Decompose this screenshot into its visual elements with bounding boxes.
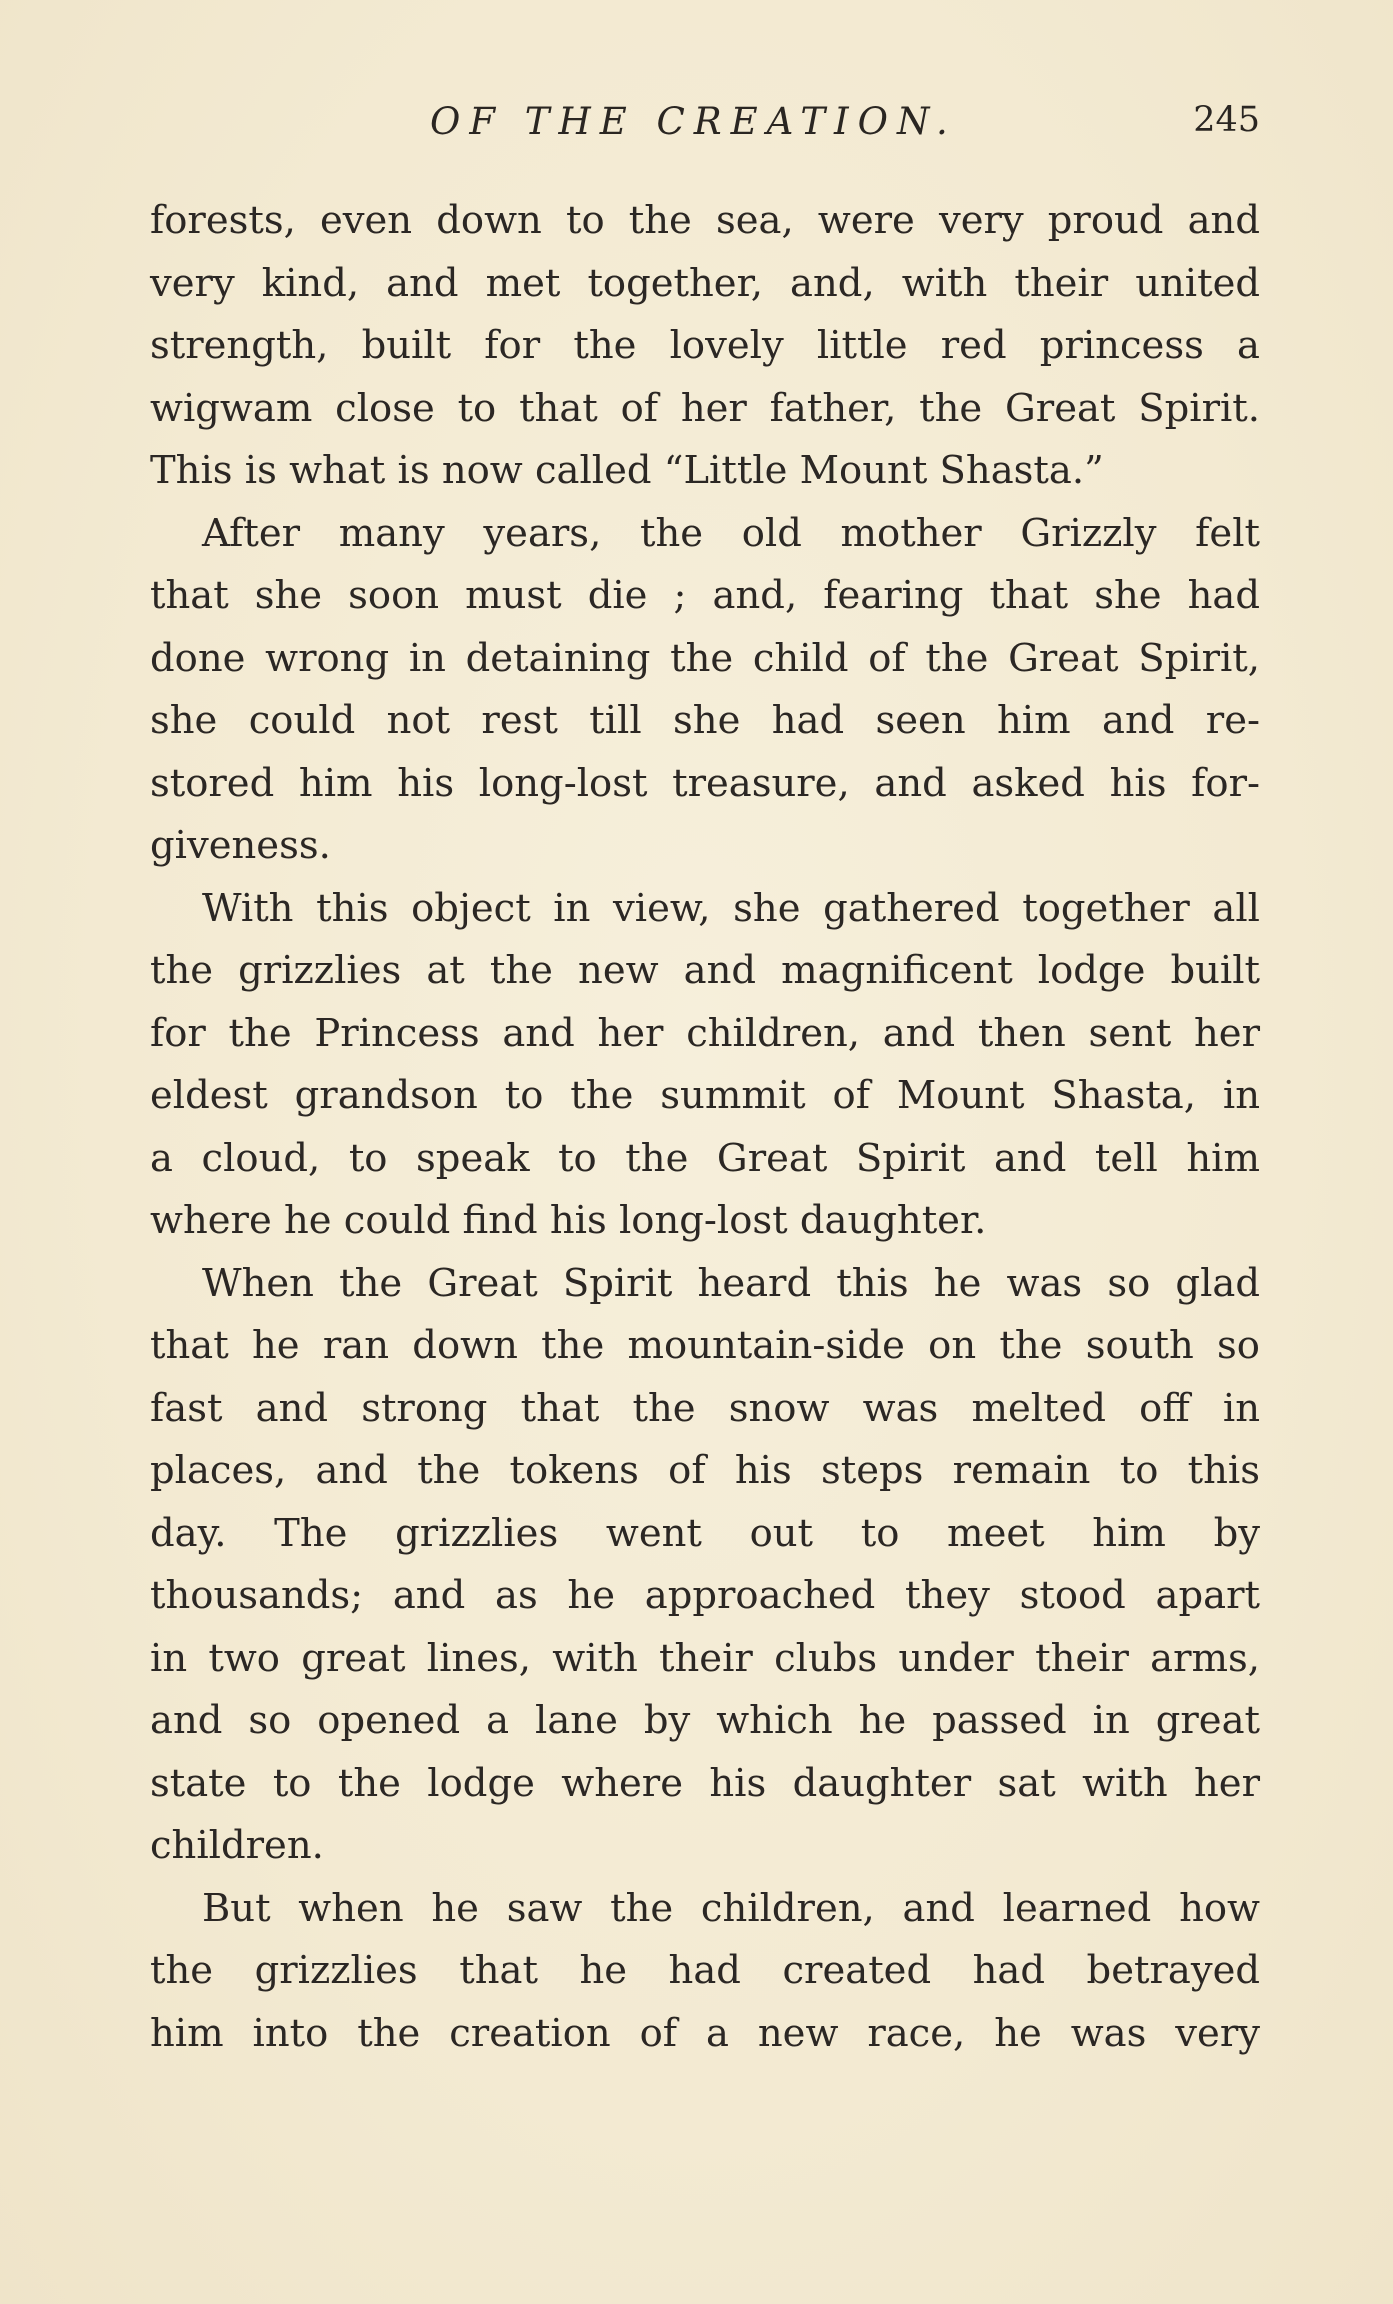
text-line: that he ran down the mountain-side on the south so bbox=[150, 1323, 1260, 1368]
text-line: eldest grandson to the summit of Mount Shasta, in bbox=[150, 1073, 1260, 1118]
text-line: in two great lines, with their clubs under their arms, bbox=[150, 1635, 1260, 1681]
text-line: and so opened a lane by which he passed in great bbox=[150, 1698, 1260, 1743]
paragraph bbox=[150, 1253, 1260, 1878]
text-line: a cloud, to speak to the Great Spirit and tell him bbox=[150, 1135, 1260, 1181]
paragraph bbox=[150, 190, 1260, 503]
text-line: places, and the tokens of his steps remain to this bbox=[150, 1448, 1260, 1493]
text-line: fast and strong that the snow was melted off in bbox=[150, 1385, 1260, 1431]
text-line: done wrong in detaining the child of the Great Spirit, bbox=[150, 635, 1260, 681]
text-line: that she soon must die ; and, fearing that she had bbox=[150, 573, 1260, 618]
paragraph bbox=[150, 503, 1260, 878]
text-line: When the Great Spirit heard this he was so glad bbox=[202, 1260, 1260, 1306]
text-line: After many years, the old mother Grizzly felt bbox=[202, 510, 1260, 556]
text-line: But when he saw the children, and learned how bbox=[202, 1885, 1260, 1931]
text-line: the grizzlies that he had created had betrayed bbox=[150, 1948, 1260, 1993]
text-line: children. bbox=[150, 1823, 324, 1868]
text-line: forests, even down to the sea, were very proud and bbox=[150, 198, 1260, 243]
text-line: she could not rest till she had seen him and re- bbox=[150, 698, 1260, 743]
paragraph bbox=[150, 1878, 1260, 2066]
text-line: thousands; and as he approached they stood apart bbox=[150, 1573, 1260, 1618]
running-title: OF THE CREATION. bbox=[430, 100, 957, 143]
text-line: the grizzlies at the new and magnificent lodge built bbox=[150, 948, 1260, 993]
text-line: for the Princess and her children, and then sent her bbox=[150, 1010, 1260, 1056]
paragraph bbox=[150, 878, 1260, 1253]
text-line: day. The grizzlies went out to meet him by bbox=[150, 1510, 1260, 1556]
text-line: strength, built for the lovely little red princess a bbox=[150, 323, 1260, 368]
text-line: where he could find his long-lost daughter. bbox=[150, 1198, 987, 1243]
text-line: very kind, and met together, and, with their united bbox=[150, 260, 1260, 306]
body-text bbox=[150, 190, 1260, 2065]
text-line: stored him his long-lost treasure, and asked his for- bbox=[150, 760, 1260, 806]
text-line: giveness. bbox=[150, 823, 331, 868]
text-line: state to the lodge where his daughter sat with her bbox=[150, 1760, 1260, 1806]
text-line: With this object in view, she gathered together all bbox=[202, 885, 1260, 931]
text-line: wigwam close to that of her father, the Great Spirit. bbox=[150, 385, 1260, 431]
text-line: This is what is now called “Little Mount Shasta.” bbox=[150, 448, 1104, 493]
page-number: 245 bbox=[1193, 100, 1260, 140]
running-head bbox=[150, 100, 1260, 160]
text-line: him into the creation of a new race, he was very bbox=[150, 2010, 1260, 2056]
